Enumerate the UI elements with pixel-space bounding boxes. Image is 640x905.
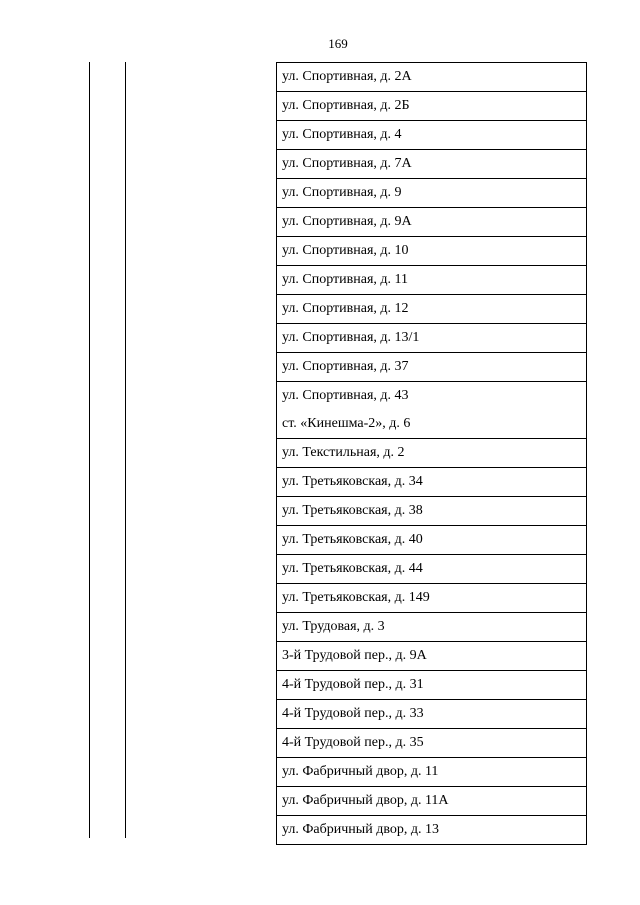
table-row [277,468,587,497]
address-cell: ул. Третьяковская, д. 40 [277,526,587,555]
address-cell: ул. Спортивная, д. 9 [277,179,587,208]
address-line: ул. Спортивная, д. 43 [282,388,409,403]
address-cell: ул. Трудовая, д. 3 [277,613,587,642]
table-row [277,613,587,642]
address-cell: ул. Спортивная, д. 2А [277,63,587,92]
table-row [277,121,587,150]
address-cell: ул. Спортивная, д. 12 [277,295,587,324]
table-row [277,208,587,237]
address-cell: ул. Спортивная, д. 37 [277,353,587,382]
address-cell: ул. Третьяковская, д. 149 [277,584,587,613]
table-row [277,92,587,121]
table-row [277,295,587,324]
table-row [277,439,587,468]
table-row [277,179,587,208]
address-cell: 4-й Трудовой пер., д. 33 [277,700,587,729]
address-cell: ул. Третьяковская, д. 34 [277,468,587,497]
table-row [277,671,587,700]
address-table [276,62,587,845]
address-line: ст. «Кинешма-2», д. 6 [282,416,411,431]
address-cell: ул. Спортивная, д. 2Б [277,92,587,121]
address-cell: ул. Спортивная, д. 7А [277,150,587,179]
table-row [277,497,587,526]
table-row [277,584,587,613]
address-cell: ул. Текстильная, д. 2 [277,439,587,468]
address-cell: 4-й Трудовой пер., д. 31 [277,671,587,700]
address-cell: ул. Спортивная, д. 10 [277,237,587,266]
table-row [277,382,587,439]
address-cell: 3-й Трудовой пер., д. 9А [277,642,587,671]
table-row [277,729,587,758]
table-row [277,555,587,584]
table-row [277,150,587,179]
address-cell: ул. Спортивная, д. 4 [277,121,587,150]
page-number: 169 [328,36,348,51]
address-cell: ул. Фабричный двор, д. 11А [277,787,587,816]
address-cell: ул. Фабричный двор, д. 13 [277,816,587,845]
table-row [277,237,587,266]
table-row [277,758,587,787]
table-row [277,63,587,92]
table-row [277,700,587,729]
address-cell: ул. Фабричный двор, д. 11 [277,758,587,787]
address-cell: ул. Третьяковская, д. 38 [277,497,587,526]
table-column-border [125,62,126,838]
table-row [277,266,587,295]
address-cell: 4-й Трудовой пер., д. 35 [277,729,587,758]
table-row [277,642,587,671]
table-row [277,526,587,555]
address-cell: ул. Спортивная, д. 11 [277,266,587,295]
address-cell: ул. Спортивная, д. 9А [277,208,587,237]
table-column-border [89,62,90,838]
table-row [277,353,587,382]
table-row [277,816,587,845]
address-cell: ул. Третьяковская, д. 44 [277,555,587,584]
table-row [277,324,587,353]
table-row [277,787,587,816]
address-cell-merged [277,382,587,439]
address-cell: ул. Спортивная, д. 13/1 [277,324,587,353]
